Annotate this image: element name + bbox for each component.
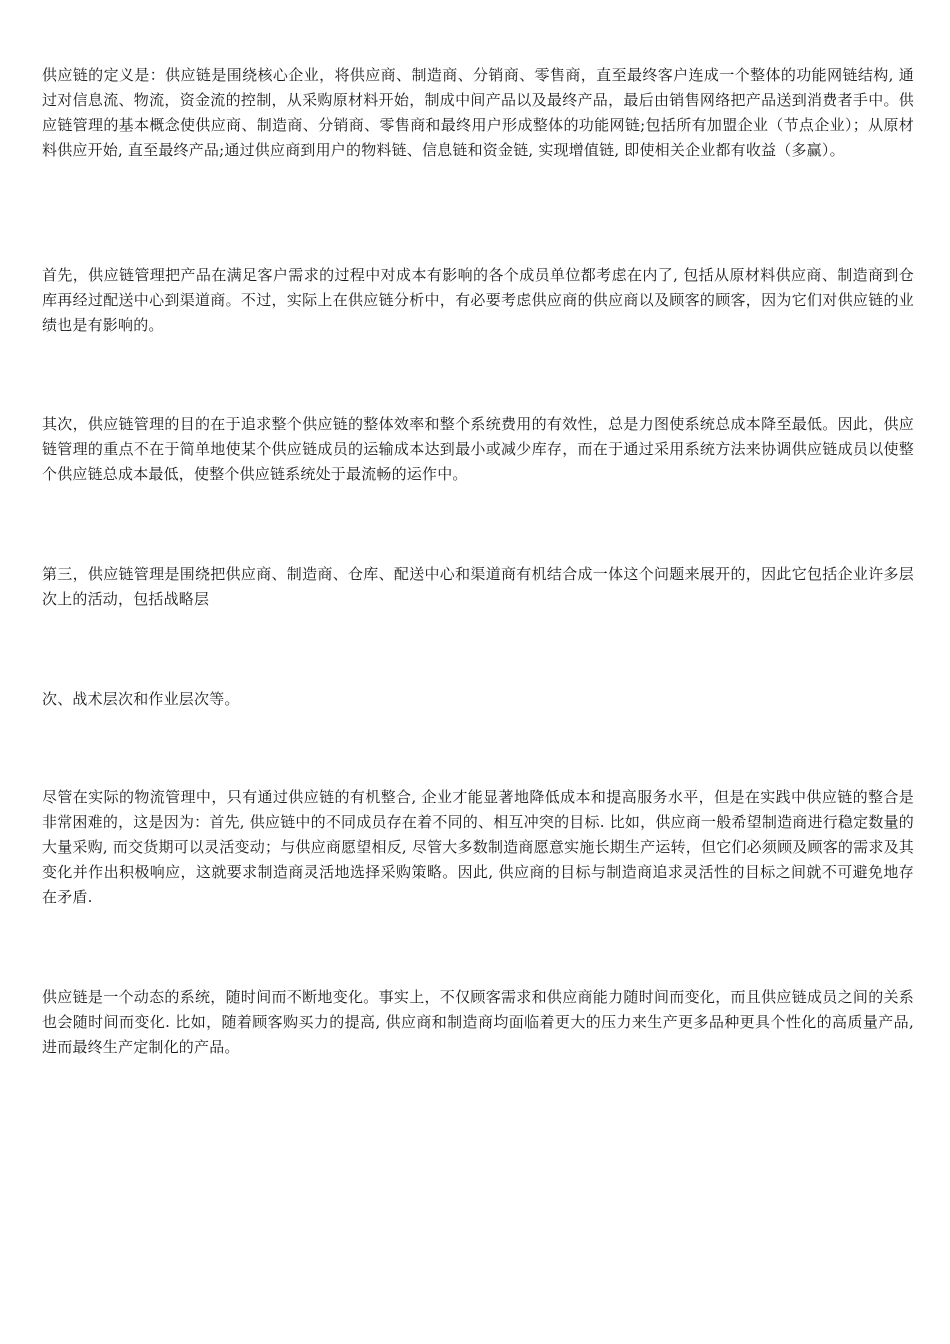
paragraph-supply-chain-definition: 供应链的定义是：供应链是围绕核心企业，将供应商、制造商、分销商、零售商，直至最终客户连成一个整体的功能网链结构, 通过对信息流、物流，资金流的控制，从采购原材料开始，制成中间产品以及最终产品，最后由销售网络把产品送到消费者手中。供应链管理的基本概念使供应商、制造商、分销商、零售商和最终用户形成整体的功能网链;包括所有加盟企业（节点企业）；从原材料供应开始, 直至最终产品;通过供应商到用户的物料链、信息链和资金链, 实现增值链, 即使相关企业都有收益（多赢）。 xyxy=(42,66,914,159)
paragraph-second-point: 其次，供应链管理的目的在于追求整个供应链的整体效率和整个系统费用的有效性，总是力图使系统总成本降至最低。因此，供应链管理的重点不在于简单地使某个供应链成员的运输成本达到最小或减少库存，而在于通过采用系统方法来协调供应链成员以使整个供应链总成本最低，使整个供应链系统处于最流畅的运作中。 xyxy=(42,415,914,483)
paragraph-dynamic-system: 供应链是一个动态的系统，随时间而不断地变化。事实上，不仅顾客需求和供应商能力随时间而变化，而且供应链成员之间的关系也会随时间而变化. 比如，随着顾客购买力的提高, 供应商和制造商均面临着更大的压力来生产更多品种更具个性化的高质量产品, 进而最终生产定制化的产品。 xyxy=(42,988,914,1056)
paragraph-first-point: 首先，供应链管理把产品在满足客户需求的过程中对成本有影响的各个成员单位都考虑在内了, 包括从原材料供应商、制造商到仓库再经过配送中心到渠道商。不过，实际上在供应链分析中，有必要考虑供应商的供应商以及顾客的顾客，因为它们对供应链的业绩也是有影响的。 xyxy=(42,266,914,334)
paragraph-third-point: 第三，供应链管理是围绕把供应商、制造商、仓库、配送中心和渠道商有机结合成一体这个问题来展开的，因此它包括企业许多层次上的活动，包括战略层 xyxy=(42,565,914,608)
paragraph-third-point-continued: 次、战术层次和作业层次等。 xyxy=(42,690,240,708)
paragraph-integration-difficulty: 尽管在实际的物流管理中，只有通过供应链的有机整合, 企业才能显著地降低成本和提高服务水平，但是在实践中供应链的整合是非常困难的，这是因为：首先, 供应链中的不同成员存在着不同的、相互冲突的目标. 比如，供应商一般希望制造商进行稳定数量的大量采购, 而交货期可以灵活变动；与供应商愿望相反, 尽管大多数制造商愿意实施长期生产运转，但它们必须顾及顾客的需求及其变化并作出积极响应，这就要求制造商灵活地选择采购策略。因此, 供应商的目标与制造商追求灵活性的目标之间就不可避免地存在矛盾. xyxy=(42,788,914,906)
